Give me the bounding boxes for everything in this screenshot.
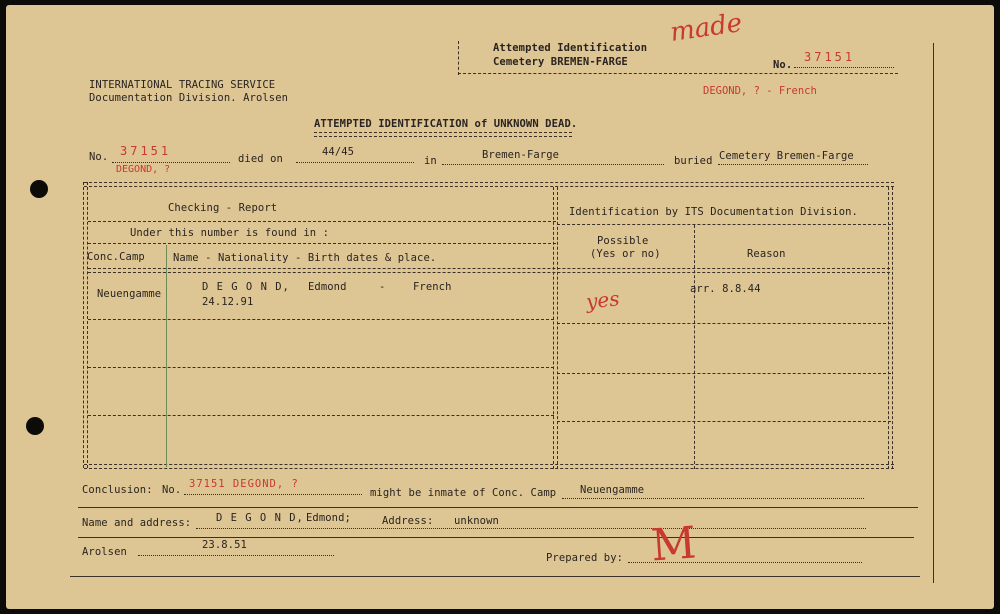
conclusion-divider xyxy=(78,507,918,508)
date-dotline xyxy=(138,555,334,556)
row-birth: 24.12.91 xyxy=(202,296,254,308)
conclusion-no-value: 37151 DEGOND, ? xyxy=(189,478,299,490)
punch-hole-bottom xyxy=(26,417,44,435)
buried-value: Cemetery Bremen-Farge xyxy=(719,150,854,162)
place-label: Arolsen xyxy=(82,546,127,558)
index-card xyxy=(6,5,994,609)
cemetery-line: Cemetery BREMEN-FARGE xyxy=(493,56,628,68)
conclusion-no-label: No. xyxy=(162,484,182,496)
died-value: 44/45 xyxy=(322,146,355,158)
checking-report: Checking - Report xyxy=(168,202,278,214)
row-dash: - xyxy=(379,281,386,293)
camp-divider xyxy=(166,245,167,467)
under-number-divider xyxy=(88,243,556,244)
title-underline xyxy=(314,132,572,137)
row-reason: arr. 8.8.44 xyxy=(690,283,761,295)
org-line1: INTERNATIONAL TRACING SERVICE xyxy=(89,79,276,91)
buried-label: buried xyxy=(674,155,713,167)
in-label: in xyxy=(424,155,437,167)
date-value: 23.8.51 xyxy=(202,539,247,551)
buried-dotline xyxy=(718,164,868,165)
identification-header: Identification by ITS Documentation Division. xyxy=(569,206,858,218)
row-divider-1 xyxy=(88,319,554,320)
inmate-camp: Neuengamme xyxy=(580,484,645,496)
place-value: Bremen-Farge xyxy=(482,149,560,161)
header-no-value: 37151 xyxy=(804,50,856,64)
row-name: D E G O N D, xyxy=(202,281,290,293)
ident-header-divider xyxy=(557,224,891,225)
header-no-label: No. xyxy=(773,59,793,71)
attempted-title: Attempted Identification xyxy=(493,42,648,54)
row-nationality: French xyxy=(413,281,452,293)
prepared-label: Prepared by: xyxy=(546,552,624,564)
row-first-name: Edmond xyxy=(308,281,347,293)
died-label: died on xyxy=(238,153,283,165)
right-border-line xyxy=(933,43,934,583)
record-no-dotline xyxy=(112,162,230,163)
row-camp: Neuengamme xyxy=(97,288,162,300)
table-right-border xyxy=(888,187,893,469)
inmate-dotline xyxy=(562,498,864,499)
row-divider-3b xyxy=(557,421,891,422)
died-dotline xyxy=(296,162,414,163)
prepared-initial: M xyxy=(649,517,698,572)
handwritten-note: made xyxy=(668,8,744,48)
name-address-label: Name and address: xyxy=(82,517,192,529)
name-first-name: Edmond; xyxy=(306,512,351,524)
address-value: unknown xyxy=(454,515,499,527)
conclusion-label: Conclusion: xyxy=(82,484,153,496)
address-label: Address: xyxy=(382,515,434,527)
header-box-bottom-border xyxy=(458,73,898,74)
name-value: D E G O N D, xyxy=(216,512,304,524)
col-camp: Conc.Camp xyxy=(87,251,145,263)
table-left-border xyxy=(83,182,88,468)
name-address-divider xyxy=(78,537,914,538)
table-center-divider xyxy=(553,187,558,469)
punch-hole-top xyxy=(30,180,48,198)
row-possible: yes xyxy=(584,286,621,314)
header-row-divider xyxy=(88,221,556,222)
row-divider-2 xyxy=(88,367,554,368)
record-no-value: 37151 xyxy=(120,144,172,158)
row-divider-1b xyxy=(557,323,891,324)
ref-name: DEGOND, ? - French xyxy=(703,85,817,97)
name-address-dotline xyxy=(196,528,866,529)
inmate-text: might be inmate of Conc. Camp xyxy=(370,487,557,499)
place-dotline xyxy=(442,164,664,165)
record-no-label: No. xyxy=(89,151,109,163)
col-reason: Reason xyxy=(747,248,786,260)
conclusion-dotline xyxy=(184,494,362,495)
column-header-divider xyxy=(88,268,890,273)
header-box-left-border xyxy=(458,41,459,75)
row-divider-3 xyxy=(88,415,554,416)
col-name: Name - Nationality - Birth dates & place. xyxy=(173,252,437,264)
org-line2: Documentation Division. Arolsen xyxy=(89,92,289,104)
under-number: Under this number is found in : xyxy=(130,227,330,239)
col-possible-sub: (Yes or no) xyxy=(590,248,661,260)
record-no-sub: DEGOND, ? xyxy=(116,164,171,175)
table-top-border xyxy=(84,182,894,187)
header-no-dotline xyxy=(794,67,894,68)
bottom-border-line xyxy=(70,576,920,577)
reason-divider xyxy=(694,225,695,469)
document-title: ATTEMPTED IDENTIFICATION of UNKNOWN DEAD. xyxy=(314,118,578,130)
row-divider-2b xyxy=(557,373,891,374)
col-possible: Possible xyxy=(597,235,649,247)
table-bottom-border xyxy=(84,464,894,469)
